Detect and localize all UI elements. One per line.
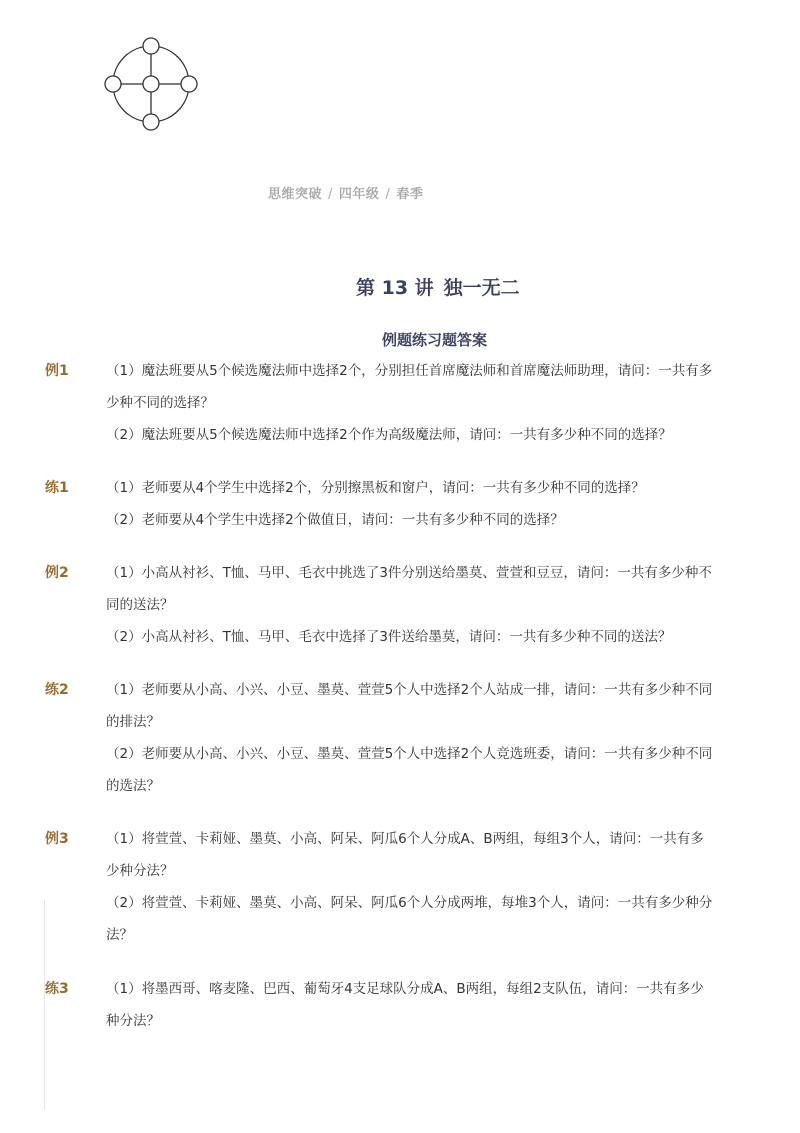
lecture-number: 第 13 讲 [356,277,434,299]
problem-item: （2）小高从衬衫、T恤、马甲、毛衣中选择了3件送给墨莫，请问：一共有多少种不同的送法？ [106,629,672,645]
problem-tag: 例2 [45,565,69,581]
breadcrumb-item-course: 思维突破 [268,187,323,202]
lecture-name: 独一无二 [443,277,520,299]
problem-item: （1）将萱萱、卡莉娅、墨莫、小高、阿呆、阿瓜6个人分成A、B两组，每组3个人，请问：一共有多少种分法？ [106,831,704,879]
problem-item: （2）魔法班要从5个候选魔法师中选择2个作为高级魔法师，请问：一共有多少种不同的选择？ [106,427,672,443]
problem-item: （2）老师要从小高、小兴、小豆、墨莫、萱萱5个人中选择2个人竞选班委，请问：一共有多少种不同的选法？ [106,746,713,794]
problem-item: （1）魔法班要从5个候选魔法师中选择2个，分别担任首席魔法师和首席魔法师助理，请问：一共有多少种不同的选择？ [106,363,713,411]
problem-item: （1）小高从衬衫、T恤、马甲、毛衣中挑选了3件分别送给墨莫、萱萱和豆豆，请问：一共有多少种不同的送法？ [106,565,712,613]
problem-tag: 练1 [45,480,69,496]
margin-rule [44,900,45,1110]
problem-tag: 练3 [45,981,69,997]
lecture-title [356,273,520,300]
breadcrumb [268,183,423,202]
breadcrumb-item-term: 春季 [396,187,424,202]
circle-node-diagram-icon [104,37,198,131]
breadcrumb-separator: / [385,187,391,202]
breadcrumb-item-grade: 四年级 [338,187,380,202]
problem-tag: 例3 [45,831,69,847]
breadcrumb-separator: / [328,187,333,202]
problem-item: （1）老师要从4个学生中选择2个，分别擦黑板和窗户，请问：一共有多少种不同的选择？ [106,480,645,496]
problem-item: （1）老师要从小高、小兴、小豆、墨莫、萱萱5个人中选择2个人站成一排，请问：一共有多少种不同的排法？ [106,682,713,730]
problem-tag: 练2 [45,682,69,698]
problem-item: （2）将萱萱、卡莉娅、墨莫、小高、阿呆、阿瓜6个人分成两堆，每堆3个人，请问：一共有多少种分法？ [106,895,713,943]
problem-item: （1）将墨西哥、喀麦隆、巴西、葡萄牙4支足球队分成A、B两组，每组2支队伍，请问：一共有多少种分法？ [106,981,704,1029]
section-title: 例题练习题答案 [382,331,488,349]
problem-item: （2）老师要从4个学生中选择2个做值日，请问：一共有多少种不同的选择？ [106,512,564,528]
problem-tag: 例1 [45,363,69,379]
